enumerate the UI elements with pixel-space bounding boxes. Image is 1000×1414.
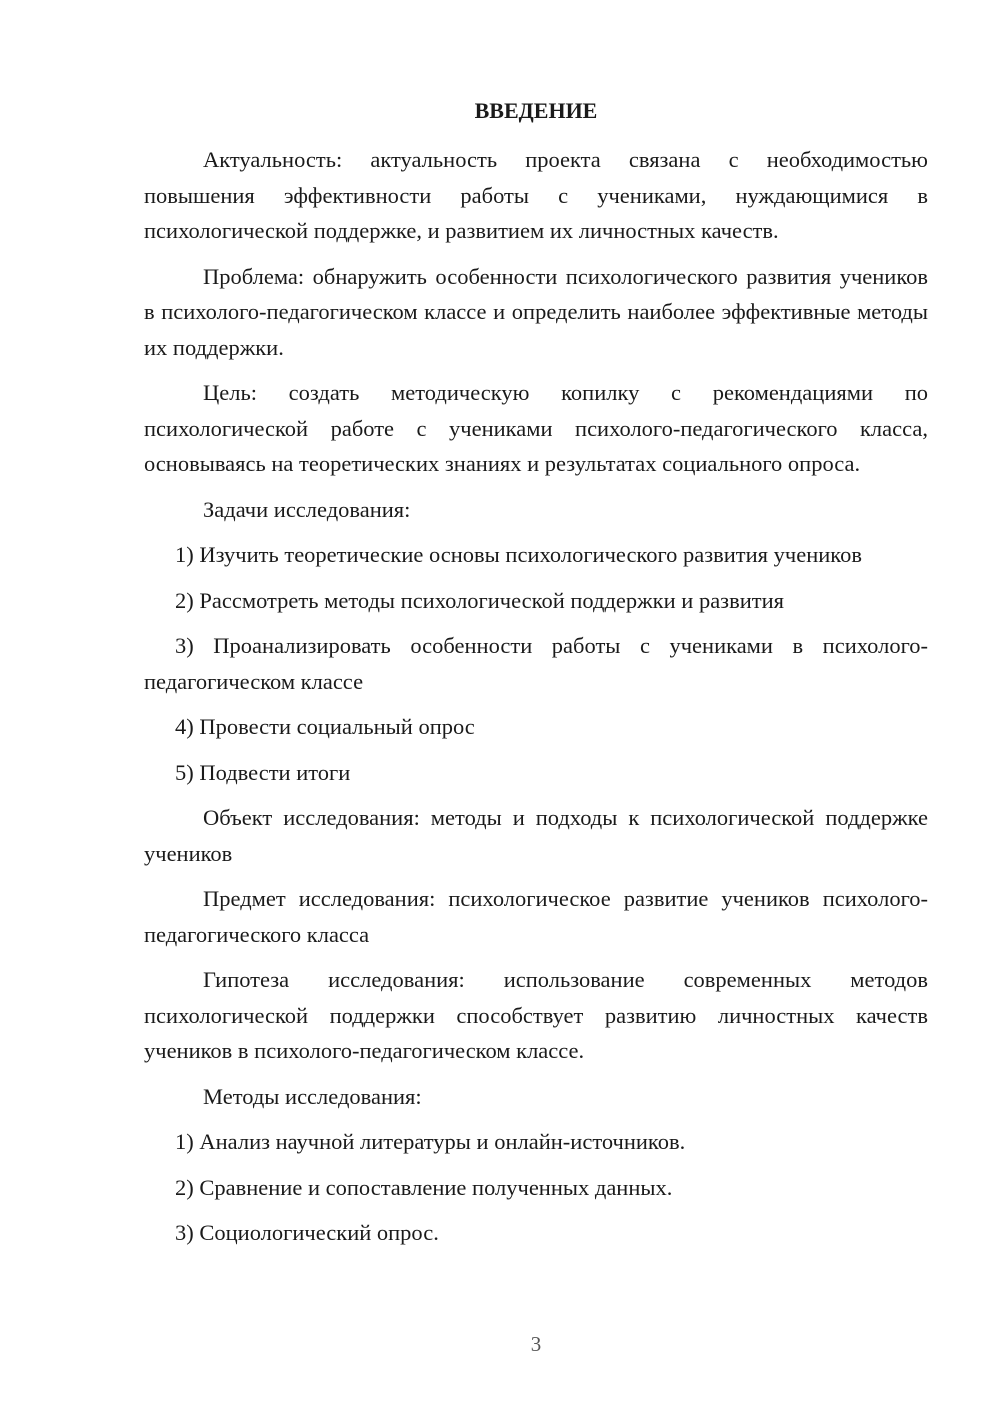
body-text: [144, 142, 928, 1261]
page-number: 3: [530, 1332, 542, 1356]
task-item-2: 2) Рассмотреть методы психологической поддержки и развития: [175, 587, 784, 613]
method-item-2: 2) Сравнение и сопоставление полученных данных.: [175, 1174, 673, 1200]
paragraph-relevance: Актуальность: актуальность проекта связана с необходимостью повышения эффективности работы с учениками, нуждающимися в психологической поддержке, и развитием их личностных качеств.: [144, 147, 928, 243]
task-item-3: 3) Проанализировать особенности работы с учениками в психолого-педагогическом классе: [144, 633, 928, 694]
task-item-1: 1) Изучить теоретические основы психологического развития учеников: [175, 542, 862, 567]
paragraph-goal: Цель: создать методическую копилку с рекомендациями по психологической работе с учениками психолого-педагогического класса, основываясь на теоретических знаниях и результатах социального опроса.: [144, 380, 928, 476]
task-item-5: 5) Подвести итоги: [175, 759, 351, 785]
paragraph-subject: Предмет исследования: психологическое развитие учеников психолого-педагогического класса: [144, 886, 928, 947]
paragraph-tasks-heading: Задачи исследования:: [203, 496, 411, 522]
method-item-3: 3) Социологический опрос.: [175, 1220, 439, 1245]
task-item-4: 4) Провести социальный опрос: [175, 714, 475, 739]
method-item-1: 1) Анализ научной литературы и онлайн-источников.: [175, 1129, 686, 1154]
paragraph-hypothesis: Гипотеза исследования: использование современных методов психологической поддержки способствует развитию личностных качеств учеников в психолого-педагогическом классе.: [144, 967, 928, 1063]
page-title: ВВЕДЕНИЕ: [474, 98, 598, 123]
paragraph-object: Объект исследования: методы и подходы к психологической поддержке учеников: [144, 805, 928, 866]
paragraph-methods-heading: Методы исследования:: [203, 1083, 422, 1109]
paragraph-problem: Проблема: обнаружить особенности психологического развития учеников в психолого-педагогическом классе и определить наиболее эффективные методы их поддержки.: [144, 263, 928, 360]
